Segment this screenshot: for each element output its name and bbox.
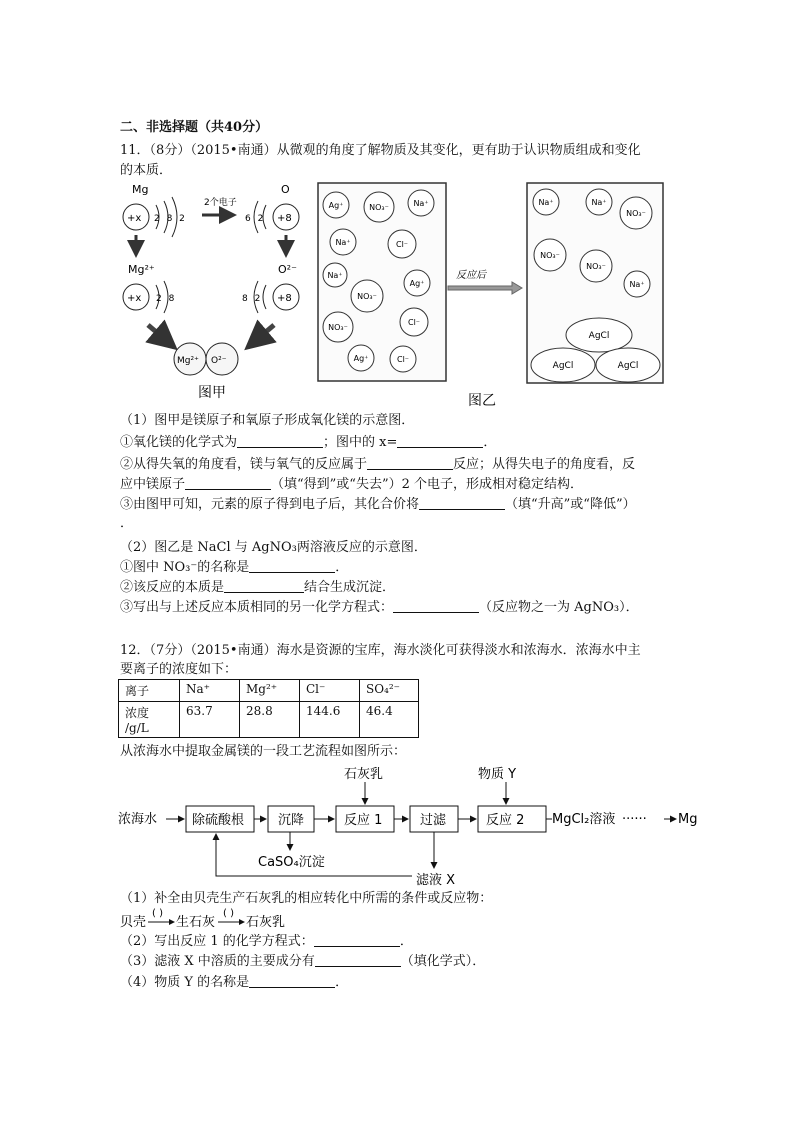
table-cell: SO₄²⁻ bbox=[360, 680, 419, 702]
flow-input-2: 物质 Y bbox=[478, 767, 517, 782]
answer-blank[interactable] bbox=[249, 558, 335, 573]
answer-blank[interactable] bbox=[224, 578, 304, 593]
q11-p2-c bbox=[120, 598, 639, 618]
table-cell: 28.8 bbox=[240, 702, 300, 738]
mg-ion-label: Mg²⁺ bbox=[128, 263, 155, 276]
q11-p1-a-text: ①氧化镁的化学式为 bbox=[120, 435, 238, 450]
q11-p1-a-end: ． bbox=[483, 435, 497, 450]
q11-p1-b1 bbox=[120, 455, 635, 475]
flow-end: Mg bbox=[678, 812, 698, 827]
answer-blank[interactable] bbox=[419, 495, 505, 510]
table-cell: 63.7 bbox=[180, 702, 240, 738]
chain-limemilk: 石灰乳 bbox=[246, 915, 286, 930]
table-cell: 144.6 bbox=[300, 702, 360, 738]
o-label: O bbox=[281, 183, 290, 196]
flow-output-1: CaSO₄沉淀 bbox=[258, 855, 325, 870]
row-label: 浓度 bbox=[125, 706, 150, 720]
o-ion-shells: 8 2 bbox=[242, 294, 263, 304]
q11-p1-b1-text: ②从得失氧的角度看，镁与氧气的反应属于 bbox=[120, 457, 368, 472]
mg-ion-shells: 2 8 bbox=[156, 294, 177, 304]
answer-blank[interactable] bbox=[314, 932, 400, 947]
q11-p2-b-text: ②该反应的本质是 bbox=[120, 580, 225, 595]
q12-p2-end: ． bbox=[399, 934, 413, 949]
o-nucleus-charge: +8 bbox=[277, 213, 292, 224]
q12-stem-line2: 要离子的浓度如下： bbox=[120, 662, 238, 677]
q11-stem-line1: 11．（8分）（2015•南通）从微观的角度了解物质及其变化，更有助于认识物质组成和变化 bbox=[120, 143, 641, 158]
mg-shells: 2 8 2 bbox=[154, 214, 187, 224]
ion-concentration-table bbox=[118, 679, 419, 738]
q12-p3-end: （填化学式）． bbox=[400, 954, 486, 969]
reaction-arrow bbox=[448, 282, 522, 294]
mg-nucleus-charge: +x bbox=[127, 213, 142, 224]
q11-p1-a-mid: ；图中的 x= bbox=[323, 435, 398, 450]
ion-label: Na⁺ bbox=[629, 280, 645, 289]
reaction-arrow-label: 反应后 bbox=[456, 270, 486, 281]
flow-input-1: 石灰乳 bbox=[344, 767, 384, 782]
figure-jia bbox=[118, 183, 314, 405]
ion-label: Ag⁺ bbox=[328, 201, 344, 210]
q12-p2-text: （2）写出反应 1 的化学方程式： bbox=[120, 934, 314, 949]
q11-p1-c-end: （填“升高”或“降低”） bbox=[505, 497, 636, 512]
q11-p1-a bbox=[120, 433, 496, 453]
ion-label: Cl⁻ bbox=[396, 355, 410, 364]
ion-label: NO₃⁻ bbox=[540, 251, 560, 260]
q11-p1-b2-text: 应中镁原子 bbox=[120, 477, 186, 492]
row-label-unit: /g/L bbox=[125, 721, 149, 735]
q11-p2-a-text: ①图中 NO₃⁻的名称是 bbox=[120, 560, 250, 575]
answer-blank[interactable] bbox=[249, 973, 335, 988]
q11-p1-b2 bbox=[120, 475, 583, 495]
flow-box-1-label: 除硫酸根 bbox=[192, 813, 245, 828]
flow-box-4-label: 过滤 bbox=[420, 813, 447, 828]
ion-label: Na⁺ bbox=[538, 198, 554, 207]
table-cell bbox=[119, 702, 180, 738]
ion-label: Cl⁻ bbox=[395, 240, 409, 249]
ion-label: NO₃⁻ bbox=[357, 292, 377, 301]
q11-p1-c bbox=[120, 495, 636, 515]
ion-label: NO₃⁻ bbox=[328, 323, 348, 332]
q11-stem-line2: 的本质． bbox=[120, 163, 173, 178]
product-o-ion-label: O²⁻ bbox=[211, 356, 227, 366]
q11-p2-intro: （2）图乙是 NaCl 与 AgNO₃两溶液反应的示意图． bbox=[120, 540, 427, 555]
o-ion-label: O²⁻ bbox=[278, 263, 297, 276]
figure-yi-caption: 图乙 bbox=[468, 393, 496, 409]
precipitate-label: AgCl bbox=[588, 331, 610, 341]
q12-p3-text: （3）滤液 X 中溶质的主要成分有 bbox=[120, 954, 315, 969]
table-cell: Na⁺ bbox=[180, 680, 240, 702]
table-row bbox=[119, 702, 419, 738]
q11-p2-c-text: ③写出与上述反应本质相同的另一化学方程式： bbox=[120, 600, 394, 615]
q11-p2-b-end: 结合生成沉淀． bbox=[304, 580, 396, 595]
q12-stem-line1: 12．（7分）（2015•南通）海水是资源的宝库，海水淡化可获得淡水和浓海水．浓海水中主 bbox=[120, 643, 641, 658]
q12-p4-end: ． bbox=[335, 975, 349, 990]
chain-quicklime: 生石灰 bbox=[176, 915, 216, 930]
table-row bbox=[119, 680, 419, 702]
q11-p1-b2-end: （填“得到”或“失去”）2 个电子，形成相对稳定结构． bbox=[271, 477, 584, 492]
answer-blank[interactable] bbox=[393, 598, 479, 613]
mg-label: Mg bbox=[132, 183, 149, 196]
flow-box-2-label: 沉降 bbox=[278, 813, 305, 828]
q11-p1-c-dot: ． bbox=[120, 516, 134, 531]
product-mg-ion-label: Mg²⁺ bbox=[177, 356, 199, 366]
answer-blank[interactable] bbox=[185, 475, 271, 490]
ion-label: NO₃⁻ bbox=[586, 262, 606, 271]
q12-flow-intro: 从浓海水中提取金属镁的一段工艺流程如图所示： bbox=[120, 744, 407, 759]
q11-p2-c-end: （反应物之一为 AgNO₃）． bbox=[479, 600, 639, 615]
table-cell: 离子 bbox=[119, 680, 180, 702]
ion-label: Na⁺ bbox=[327, 271, 343, 280]
chain-cond-2: ( ) bbox=[223, 908, 234, 919]
flow-box-3-label: 反应 1 bbox=[344, 813, 383, 828]
q11-p2-a bbox=[120, 558, 348, 578]
q12-p4 bbox=[120, 973, 348, 993]
flow-box-5-label: 反应 2 bbox=[486, 813, 525, 828]
chain-shell: 贝壳 bbox=[120, 915, 147, 930]
answer-blank[interactable] bbox=[315, 952, 401, 967]
electron-arrow-label: 2个电子 bbox=[204, 198, 237, 208]
q11-p1-b1-end: 反应；从得失电子的角度看，反 bbox=[453, 457, 636, 472]
ion-label: NO₃⁻ bbox=[626, 209, 646, 218]
shell-lime-chain bbox=[120, 904, 320, 930]
table-cell: Mg²⁺ bbox=[240, 680, 300, 702]
mg-ion-charge: +x bbox=[127, 293, 142, 304]
ion-label: Ag⁺ bbox=[409, 279, 425, 288]
q11-p1-intro: （1）图甲是镁原子和氧原子形成氧化镁的示意图． bbox=[120, 413, 415, 428]
table-cell: 46.4 bbox=[360, 702, 419, 738]
q12-p3 bbox=[120, 952, 485, 972]
q11-p2-a-end: ． bbox=[335, 560, 349, 575]
precipitate-label: AgCl bbox=[552, 361, 574, 371]
process-flow bbox=[116, 764, 706, 888]
table-cell: Cl⁻ bbox=[300, 680, 360, 702]
ion-label: NO₃⁻ bbox=[369, 203, 389, 212]
ion-label: Na⁺ bbox=[591, 198, 607, 207]
ion-label: Na⁺ bbox=[413, 199, 429, 208]
o-ion-charge: +8 bbox=[277, 293, 292, 304]
q12-p1: （1）补全由贝壳生产石灰乳的相应转化中所需的条件或反应物： bbox=[120, 891, 493, 906]
section-title: 二、非选择题（共40分） bbox=[120, 120, 269, 135]
flow-dots: ······ bbox=[622, 812, 647, 827]
precipitate-label: AgCl bbox=[617, 361, 639, 371]
answer-blank[interactable] bbox=[237, 433, 323, 448]
figure-yi bbox=[316, 180, 668, 410]
chain-cond-1: ( ) bbox=[152, 908, 163, 919]
q11-p1-c-text: ③由图甲可知，元素的原子得到电子后，其化合价将 bbox=[120, 497, 420, 512]
ion-label: Na⁺ bbox=[335, 238, 351, 247]
figure-jia-caption: 图甲 bbox=[198, 385, 226, 401]
answer-blank[interactable] bbox=[397, 433, 483, 448]
answer-blank[interactable] bbox=[367, 455, 453, 470]
flow-output-2: 滤液 X bbox=[416, 873, 456, 888]
q11-p2-b bbox=[120, 578, 395, 598]
q12-p4-text: （4）物质 Y 的名称是 bbox=[120, 975, 250, 990]
ion-label: Cl⁻ bbox=[407, 318, 421, 327]
q12-p2 bbox=[120, 932, 413, 952]
o-shells: 6 2 bbox=[245, 214, 266, 224]
ion-label: Ag⁺ bbox=[353, 354, 369, 363]
flow-start: 浓海水 bbox=[118, 812, 158, 827]
flow-product: MgCl₂溶液 bbox=[552, 812, 616, 827]
